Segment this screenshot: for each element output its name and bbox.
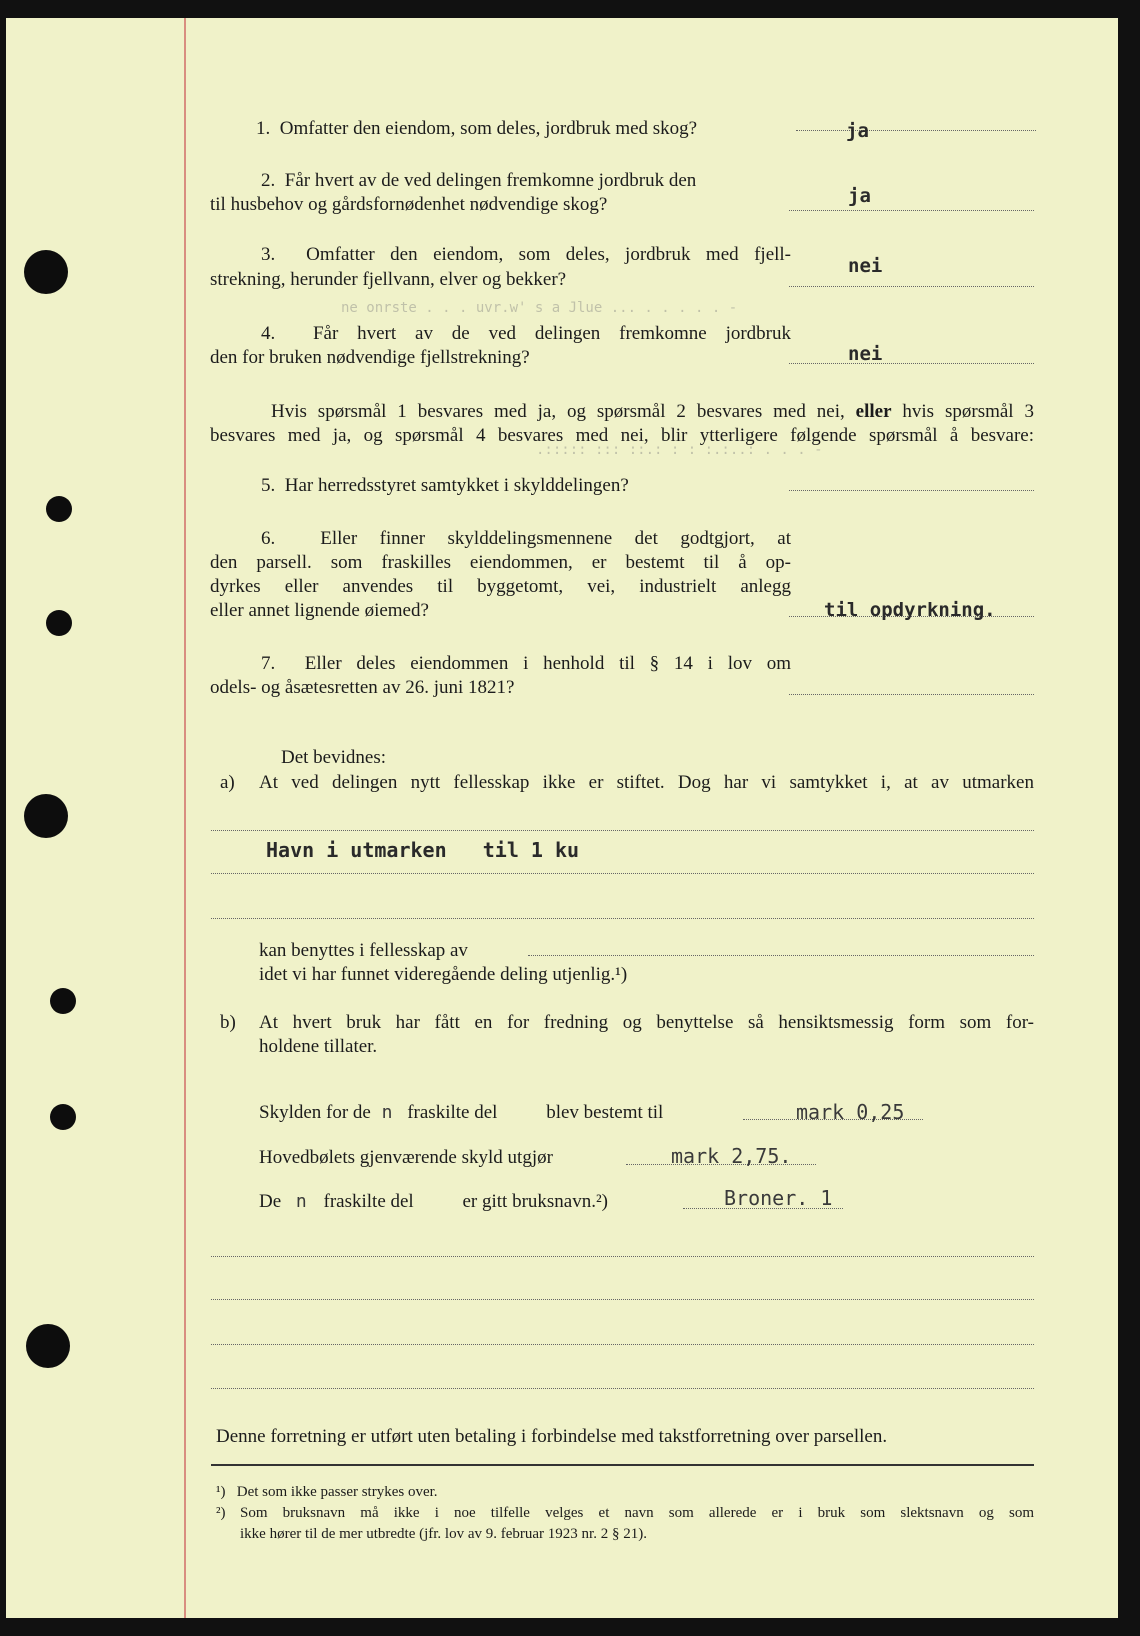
bleed-through-text: ne onrste . . . uvr.w' s a Jlue ... . . . . . - bbox=[341, 300, 738, 316]
valuation-text: blev bestemt til bbox=[546, 1102, 664, 1123]
valuation-text: er gitt bruksnavn.²) bbox=[462, 1191, 608, 1212]
question-7 bbox=[261, 652, 791, 676]
punch-hole bbox=[46, 496, 72, 522]
fill-line bbox=[211, 1344, 1034, 1345]
question-6-line2: den parsell. som fraskilles eiendommen, er bestemt til å op- bbox=[210, 552, 791, 573]
margin-line bbox=[184, 18, 186, 1618]
question-number: 1. bbox=[256, 118, 271, 139]
valuation-value-2: mark 2,75. bbox=[671, 1144, 792, 1168]
valuation-row-1 bbox=[259, 1101, 663, 1125]
question-1 bbox=[256, 117, 697, 141]
question-7-line2: odels- og åsætesretten av 26. juni 1821? bbox=[210, 677, 515, 698]
valuation-text: Skylden for de bbox=[259, 1102, 371, 1123]
question-3 bbox=[261, 243, 791, 267]
fill-line bbox=[211, 1299, 1034, 1300]
answer-line bbox=[789, 363, 1034, 364]
question-text: Eller finner skylddelingsmennene det godtgjort, at bbox=[320, 528, 792, 549]
punch-hole bbox=[50, 1104, 76, 1130]
punch-hole bbox=[50, 988, 76, 1014]
answer-line bbox=[789, 490, 1034, 491]
question-number: 4. bbox=[261, 323, 276, 344]
footnote-rule bbox=[211, 1464, 1034, 1466]
footnote-1 bbox=[216, 1482, 438, 1502]
footnote-2 bbox=[216, 1503, 1034, 1523]
fill-line bbox=[211, 873, 1034, 874]
certify-b-line2: holdene tillater. bbox=[259, 1036, 378, 1057]
question-text: Har herredsstyret samtykket i skylddelingen? bbox=[284, 475, 629, 496]
punch-hole bbox=[24, 250, 68, 294]
conditional-text: hvis spørsmål 3 bbox=[902, 401, 1034, 422]
valuation-row-3 bbox=[259, 1190, 608, 1214]
shared-label: kan benyttes i fellesskap av bbox=[259, 940, 468, 961]
certify-a-fill: Havn i utmarken til 1 ku bbox=[266, 838, 580, 862]
question-text: Omfatter den eiendom, som deles, jordbruk med fjell- bbox=[306, 244, 792, 265]
punch-hole bbox=[46, 610, 72, 636]
question-2 bbox=[261, 169, 696, 193]
answer-3: nei bbox=[848, 255, 883, 277]
answer-line bbox=[789, 286, 1034, 287]
question-number: 6. bbox=[261, 528, 276, 549]
conditional-line-2: besvares med ja, og spørsmål 4 besvares med nei, blir ytterligere følgende spørsmål å besvare: bbox=[210, 425, 1034, 446]
question-2-line2: til husbehov og gårdsfornødenhet nødvendige skog? bbox=[210, 194, 608, 215]
footnote-mark: ²) bbox=[216, 1505, 226, 1521]
conditional-line-1 bbox=[271, 400, 1034, 424]
question-4-line2: den for bruken nødvendige fjellstrekning? bbox=[210, 347, 530, 368]
valuation-text: fraskilte del bbox=[323, 1191, 414, 1212]
certify-b-label: b) bbox=[220, 1012, 236, 1033]
valuation-row-2-label: Hovedbølets gjenværende skyld utgjør bbox=[259, 1147, 553, 1168]
question-6 bbox=[261, 527, 791, 551]
question-number: 5. bbox=[261, 475, 276, 496]
conditional-text: Hvis spørsmål 1 besvares med ja, og spørsmål 2 besvares med nei, bbox=[271, 401, 845, 422]
answer-line bbox=[789, 210, 1034, 211]
question-text: Omfatter den eiendom, som deles, jordbruk med skog? bbox=[279, 118, 698, 139]
question-text: Får hvert av de ved delingen fremkomne jordbruk bbox=[312, 323, 791, 344]
footnote-2-line2: ikke hører til de mer utbredte (jfr. lov av 9. februar 1923 nr. 2 § 21). bbox=[240, 1526, 647, 1542]
handwritten-mark: n bbox=[381, 1102, 393, 1123]
valuation-value-1: mark 0,25 bbox=[796, 1100, 905, 1124]
question-4 bbox=[261, 322, 791, 346]
question-5 bbox=[261, 474, 629, 498]
handwritten-mark: n bbox=[295, 1191, 307, 1212]
certify-b-line1: At hvert bruk har fått en for fredning og benyttelse så hensiktsmessig form som for- bbox=[259, 1012, 1034, 1033]
question-6-line3: dyrkes eller anvendes til byggetomt, vei, industrielt anlegg bbox=[210, 576, 791, 597]
conditional-bold-word: eller bbox=[855, 401, 892, 422]
closing-statement: Denne forretning er utført uten betaling i forbindelse med takstforretning over parsellen. bbox=[216, 1426, 888, 1447]
question-number: 7. bbox=[261, 653, 276, 674]
answer-6: til opdyrkning. bbox=[824, 599, 996, 621]
fill-line bbox=[211, 1256, 1034, 1257]
fill-line bbox=[211, 1388, 1034, 1389]
footnote-text: Det som ikke passer strykes over. bbox=[236, 1484, 438, 1500]
punch-hole bbox=[26, 1324, 70, 1368]
footnote-mark: ¹) bbox=[216, 1484, 226, 1500]
answer-line bbox=[796, 130, 1036, 131]
certify-a-label: a) bbox=[220, 772, 235, 793]
question-number: 2. bbox=[261, 170, 276, 191]
answer-line bbox=[789, 694, 1034, 695]
bleed-through-text: .::::: ::: ::.: : : :.:..: . . . - bbox=[536, 442, 823, 458]
certify-a-text: At ved delingen nytt fellesskap ikke er stiftet. Dog har vi samtykket i, at av utmarken bbox=[259, 772, 1034, 793]
shared-line-2: idet vi har funnet videregående deling utjenlig.¹) bbox=[259, 964, 628, 985]
fill-line bbox=[211, 830, 1034, 831]
answer-2: ja bbox=[848, 185, 871, 207]
question-text: Får hvert av de ved delingen fremkomne jordbruk den bbox=[284, 170, 697, 191]
certify-heading: Det bevidnes: bbox=[281, 747, 387, 768]
fill-line bbox=[211, 918, 1034, 919]
punch-hole bbox=[24, 794, 68, 838]
answer-4: nei bbox=[848, 343, 883, 365]
question-text: Eller deles eiendommen i henhold til § 14 i lov om bbox=[304, 653, 791, 674]
valuation-value-3: Broner. 1 bbox=[724, 1186, 833, 1210]
answer-1: ja bbox=[846, 120, 869, 142]
question-number: 3. bbox=[261, 244, 276, 265]
valuation-text: De bbox=[259, 1191, 282, 1212]
question-6-line4: eller annet lignende øiemed? bbox=[210, 600, 429, 621]
footnote-text: Som bruksnavn må ikke i noe tilfelle velges et navn som allerede er i bruk som slektsnavn og som bbox=[240, 1505, 1034, 1521]
question-3-line2: strekning, herunder fjellvann, elver og bekker? bbox=[210, 269, 567, 290]
document-page bbox=[6, 18, 1118, 1618]
valuation-text: fraskilte del bbox=[407, 1102, 498, 1123]
fill-line bbox=[528, 955, 1034, 956]
